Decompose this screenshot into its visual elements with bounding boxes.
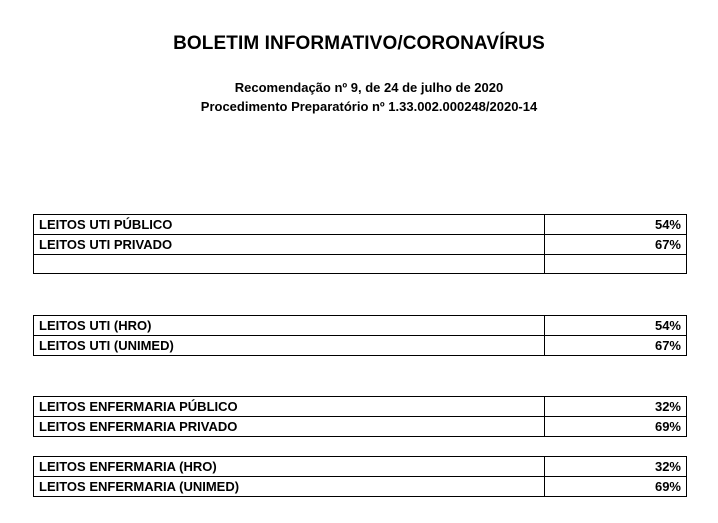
row-label: LEITOS ENFERMARIA PRIVADO [34, 417, 545, 437]
table-row [34, 397, 687, 417]
table-row [34, 235, 687, 255]
ward-public-private-table [33, 396, 687, 437]
row-value: 69% [545, 477, 687, 497]
row-value: 69% [545, 417, 687, 437]
document-title: BOLETIM INFORMATIVO/CORONAVÍRUS [173, 33, 545, 54]
row-label: LEITOS ENFERMARIA (UNIMED) [34, 477, 545, 497]
row-label: LEITOS UTI (UNIMED) [34, 336, 545, 356]
table-row [34, 316, 687, 336]
procedure-line: Procedimento Preparatório nº 1.33.002.000248/2020-14 [200, 99, 538, 114]
row-label [34, 255, 545, 274]
row-value [545, 255, 687, 274]
table-row [34, 336, 687, 356]
uti-hospitals-table [33, 315, 687, 356]
row-value: 67% [545, 235, 687, 255]
table-row [34, 477, 687, 497]
recommendation-line: Recomendação nº 9, de 24 de julho de 2020 [234, 80, 504, 95]
row-value: 54% [545, 316, 687, 336]
table-row [34, 457, 687, 477]
uti-public-private-table [33, 214, 687, 274]
ward-hospitals-table [33, 456, 687, 497]
row-label: LEITOS UTI PÚBLICO [34, 215, 545, 235]
table-row [34, 215, 687, 235]
table-row [34, 255, 687, 274]
row-label: LEITOS UTI PRIVADO [34, 235, 545, 255]
row-value: 67% [545, 336, 687, 356]
row-value: 54% [545, 215, 687, 235]
row-label: LEITOS ENFERMARIA (HRO) [34, 457, 545, 477]
table-row [34, 417, 687, 437]
row-value: 32% [545, 397, 687, 417]
row-value: 32% [545, 457, 687, 477]
row-label: LEITOS ENFERMARIA PÚBLICO [34, 397, 545, 417]
row-label: LEITOS UTI (HRO) [34, 316, 545, 336]
